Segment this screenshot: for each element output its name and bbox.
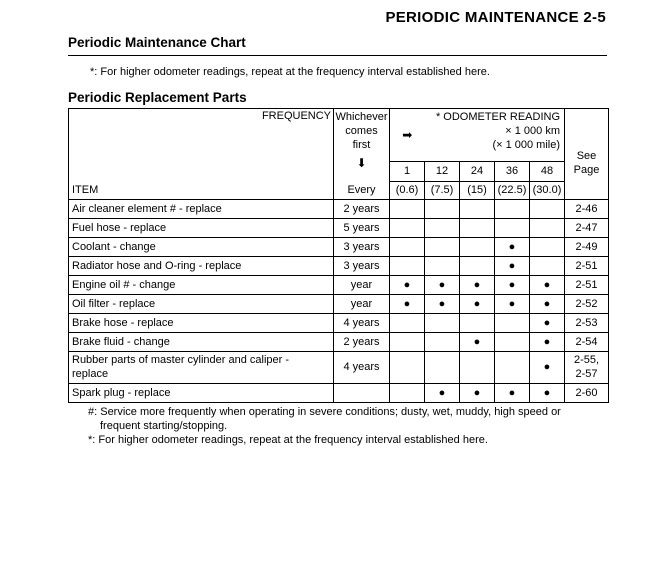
item-cell: Brake fluid - change xyxy=(69,332,334,351)
km-header: 36 xyxy=(495,161,530,181)
empty-cell xyxy=(390,313,425,332)
interval-cell: 4 years xyxy=(334,313,390,332)
service-dot: ● xyxy=(530,294,565,313)
table-row xyxy=(69,351,609,383)
table-row xyxy=(69,199,609,218)
service-dot: ● xyxy=(495,275,530,294)
empty-cell xyxy=(530,199,565,218)
service-dot: ● xyxy=(530,313,565,332)
arrow-cell xyxy=(390,109,425,162)
mile-header: (7.5) xyxy=(425,181,460,199)
see-page-line: See xyxy=(576,149,597,162)
interval-cell: year xyxy=(334,275,390,294)
service-dot: ● xyxy=(495,256,530,275)
empty-cell xyxy=(460,313,495,332)
empty-cell xyxy=(425,218,460,237)
page-ref-cell: 2-60 xyxy=(565,383,609,402)
item-cell: Air cleaner element # - replace xyxy=(69,199,334,218)
empty-cell xyxy=(495,199,530,218)
item-cell: Coolant - change xyxy=(69,237,334,256)
table-row xyxy=(69,294,609,313)
service-dot: ● xyxy=(495,237,530,256)
empty-cell xyxy=(530,256,565,275)
page-ref-cell: 2-51 xyxy=(565,256,609,275)
empty-cell xyxy=(390,256,425,275)
empty-cell xyxy=(460,218,495,237)
interval-cell: 5 years xyxy=(334,218,390,237)
km-header: 24 xyxy=(460,161,495,181)
item-cell: Spark plug - replace xyxy=(69,383,334,402)
page-ref-cell: 2-54 xyxy=(565,332,609,351)
empty-cell xyxy=(495,332,530,351)
empty-cell xyxy=(425,199,460,218)
whichever-line: comes xyxy=(345,125,378,137)
empty-cell xyxy=(460,351,495,383)
mile-header: (22.5) xyxy=(495,181,530,199)
odometer-line: * ODOMETER READING xyxy=(435,111,561,123)
service-dot: ● xyxy=(425,275,460,294)
replacement-parts-title: Periodic Replacement Parts xyxy=(68,90,247,105)
empty-cell xyxy=(425,313,460,332)
km-header: 12 xyxy=(425,161,460,181)
interval-cell: year xyxy=(334,294,390,313)
service-dot: ● xyxy=(530,383,565,402)
table-row xyxy=(69,332,609,351)
service-dot: ● xyxy=(460,332,495,351)
table-row xyxy=(69,237,609,256)
right-arrow-icon: ➡ xyxy=(402,127,413,142)
maintenance-chart-title: Periodic Maintenance Chart xyxy=(68,35,246,50)
replacement-parts-table xyxy=(68,108,609,403)
interval-cell: 3 years xyxy=(334,237,390,256)
page-ref-line: 2-55, xyxy=(573,354,600,366)
see-page-line: Page xyxy=(573,163,600,176)
table-row xyxy=(69,313,609,332)
interval-cell: 3 years xyxy=(334,256,390,275)
table-row xyxy=(69,383,609,402)
interval-cell: 2 years xyxy=(334,199,390,218)
table-row xyxy=(69,275,609,294)
service-dot: ● xyxy=(425,383,460,402)
footnote-hash xyxy=(88,406,608,433)
empty-cell xyxy=(495,351,530,383)
interval-cell: 4 years xyxy=(334,351,390,383)
whichever-line: Whichever xyxy=(335,111,388,123)
footnote-hash-line1: #: Service more frequently when operating in severe conditions; dusty, wet, muddy, high speed or xyxy=(88,406,561,418)
page-ref-cell: 2-51 xyxy=(565,275,609,294)
item-cell: Radiator hose and O-ring - replace xyxy=(69,256,334,275)
table-body xyxy=(69,199,609,402)
item-cell: Brake hose - replace xyxy=(69,313,334,332)
service-dot: ● xyxy=(425,294,460,313)
every-header: Every xyxy=(334,181,390,199)
empty-cell xyxy=(390,351,425,383)
km-header: 48 xyxy=(530,161,565,181)
service-dot: ● xyxy=(460,294,495,313)
empty-cell xyxy=(425,237,460,256)
empty-cell xyxy=(390,237,425,256)
odometer-line: (× 1 000 mile) xyxy=(492,139,561,151)
service-dot: ● xyxy=(460,383,495,402)
item-cell: Oil filter - replace xyxy=(69,294,334,313)
odometer-note: *: For higher odometer readings, repeat at the frequency interval established here. xyxy=(90,66,490,78)
service-dot: ● xyxy=(495,383,530,402)
whichever-header xyxy=(334,109,390,182)
empty-cell xyxy=(390,383,425,402)
empty-cell xyxy=(460,237,495,256)
table-row xyxy=(69,218,609,237)
whichever-line: first xyxy=(352,139,371,151)
empty-cell xyxy=(390,199,425,218)
empty-cell xyxy=(460,256,495,275)
service-dot: ● xyxy=(530,332,565,351)
page-ref-cell: 2-49 xyxy=(565,237,609,256)
page-ref-line: 2-57 xyxy=(575,368,598,380)
empty-cell xyxy=(425,332,460,351)
mile-header: (30.0) xyxy=(530,181,565,199)
interval-cell: 2 years xyxy=(334,332,390,351)
mile-header: (0.6) xyxy=(390,181,425,199)
item-cell: Fuel hose - replace xyxy=(69,218,334,237)
service-dot: ● xyxy=(460,275,495,294)
item-text-line: Rubber parts of master cylinder and caliper - xyxy=(72,354,290,366)
interval-cell xyxy=(334,383,390,402)
see-page-header xyxy=(565,109,609,200)
item-label: ITEM xyxy=(72,183,99,196)
empty-cell xyxy=(530,237,565,256)
page-ref-cell: 2-53 xyxy=(565,313,609,332)
service-dot: ● xyxy=(390,294,425,313)
odometer-line: × 1 000 km xyxy=(505,125,561,137)
page-ref-cell: 2-52 xyxy=(565,294,609,313)
frequency-header xyxy=(69,109,334,182)
item-text-line: replace xyxy=(72,368,109,380)
km-header: 1 xyxy=(390,161,425,181)
service-dot: ● xyxy=(530,275,565,294)
down-arrow-icon: ⬇ xyxy=(356,156,367,170)
page-ref-cell: 2-46 xyxy=(565,199,609,218)
footnote-star: *: For higher odometer readings, repeat at the frequency interval established here. xyxy=(88,434,488,446)
odometer-header xyxy=(425,109,565,162)
empty-cell xyxy=(390,218,425,237)
empty-cell xyxy=(425,256,460,275)
footnote-hash-line2: frequent starting/stopping. xyxy=(100,419,228,432)
item-cell xyxy=(69,351,334,383)
empty-cell xyxy=(530,218,565,237)
page-ref-cell: 2-47 xyxy=(565,218,609,237)
item-header xyxy=(69,181,334,199)
mile-header: (15) xyxy=(460,181,495,199)
empty-cell xyxy=(390,332,425,351)
service-dot: ● xyxy=(495,294,530,313)
service-dot: ● xyxy=(530,351,565,383)
empty-cell xyxy=(425,351,460,383)
empty-cell xyxy=(460,199,495,218)
page-header-title: PERIODIC MAINTENANCE 2-5 xyxy=(385,9,606,26)
item-cell: Engine oil # - change xyxy=(69,275,334,294)
empty-cell xyxy=(495,313,530,332)
section-divider xyxy=(68,55,607,56)
empty-cell xyxy=(495,218,530,237)
page-ref-cell xyxy=(565,351,609,383)
frequency-label: FREQUENCY xyxy=(261,110,331,122)
service-dot: ● xyxy=(390,275,425,294)
table-row xyxy=(69,256,609,275)
